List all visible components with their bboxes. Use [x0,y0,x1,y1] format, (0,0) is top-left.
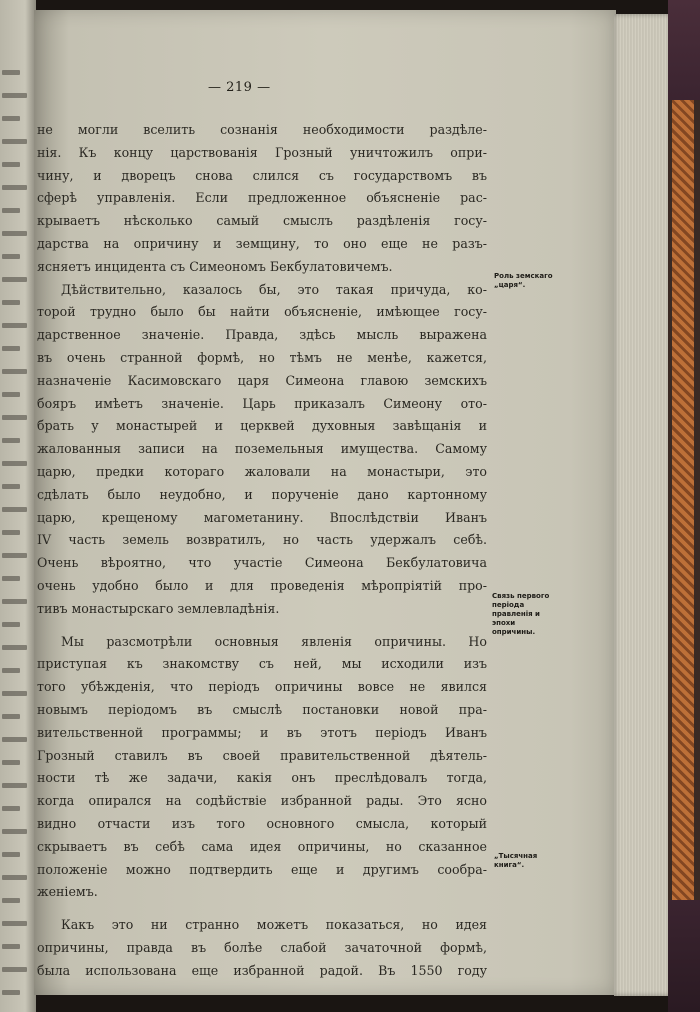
text-line: назначеніе Касимовскаго царя Симеона главою земскихъ [37,372,487,388]
text-line: бояръ имѣетъ значеніе. Царь приказалъ Симеону ото- [37,395,487,411]
text-line: сдѣлать было неудобно, и порученіе дано картонному [37,486,487,502]
text-line: ности тѣ же задачи, какія онъ преслѣдовалъ тогда, [37,770,487,786]
text-line: Какъ это ни странно можетъ показаться, но идея [61,917,487,933]
text-line: положеніе можно подтвердить еще и другимъ сообра- [37,861,487,877]
facing-page-line [2,553,27,558]
facing-page-line [2,760,20,765]
paragraph-1 [37,119,487,279]
facing-page-line [2,737,27,742]
text-line: чину, и дворецъ снова слился съ государствомъ въ [37,167,487,183]
text-line: была использована еще избранной радой. Въ 1550 году [37,962,487,978]
facing-page-line [2,277,27,282]
facing-page-line [2,714,20,719]
text-line: опричины, правда въ болѣе слабой зачаточной формѣ, [37,939,487,955]
facing-page-line [2,93,27,98]
facing-page-line [2,875,27,880]
text-line: Грозный ставилъ въ своей правительственной дѣятель- [37,747,487,763]
facing-page-line [2,323,27,328]
facing-page-line [2,415,27,420]
facing-page-line [2,369,27,374]
paragraph-2 [37,279,487,621]
text-line: сферѣ управленія. Если предложенное объясненіе рас- [37,190,487,206]
body-text [37,119,487,982]
facing-page-line [2,507,27,512]
facing-page-line [2,231,27,236]
paragraph-gap [37,621,487,631]
text-line: женіемъ. [37,884,98,900]
text-line: торой трудно было бы найти объясненіе, имѣющее госу- [37,304,487,320]
left-page-edge [0,0,36,1012]
facing-page-line [2,300,20,305]
text-line: Мы разсмотрѣли основныя явленія опричины. Но [61,633,487,649]
facing-page-line [2,185,27,190]
paragraph-3 [37,631,487,905]
facing-page-line [2,346,20,351]
text-line: вительственной программы; и въ этотъ періодъ Иванъ [37,724,487,740]
facing-page-line [2,116,20,121]
facing-page-line [2,990,20,995]
facing-page-line [2,438,20,443]
text-line: IV часть земель возвратилъ, но часть удержалъ себѣ. [37,532,487,548]
paragraph-4 [37,914,487,982]
facing-page-line [2,691,27,696]
text-line: въ очень странной формѣ, но тѣмъ не менѣе, кажется, [37,349,487,365]
facing-page-line [2,806,20,811]
cover-bottom [668,900,700,1012]
facing-page-line [2,139,27,144]
facing-page-line [2,645,27,650]
facing-page-line [2,162,20,167]
facing-page-line [2,484,20,489]
text-line: скрываетъ въ себѣ сама идея опричины, но сказанное [37,838,487,854]
text-line: брать у монастырей и церквей духовныя завѣщанія и [37,418,487,434]
text-line: жалованныя записи на поземельныя имущества. Самому [37,441,487,457]
text-line: того убѣжденія, что періодъ опричины вовсе не явился [37,679,487,695]
text-line: дарственное значеніе. Правда, здѣсь мысль выражена [37,327,487,343]
text-line: новымъ періодомъ въ смыслѣ постановки новой пра- [37,701,487,717]
page-number: — 219 — [208,80,271,95]
text-line: крываетъ нѣсколько самый смыслъ раздѣленія госу- [37,213,487,229]
cover-top [668,0,700,100]
margin-note-1: Роль земскаго „царя“. [494,272,553,289]
facing-page-line [2,829,27,834]
facing-page-line [2,576,20,581]
text-line: ясняетъ инцидента съ Симеономъ Бекбулатовичемъ. [37,258,393,274]
margin-note-3: „Тысячная книга“. [494,852,538,869]
facing-page-line [2,898,20,903]
facing-page-line [2,70,20,75]
facing-page-line [2,783,27,788]
facing-page-line [2,461,27,466]
facing-page-line [2,921,27,926]
text-line: царю, крещеному магометанину. Впослѣдствіи Иванъ [37,509,487,525]
facing-page-line [2,254,20,259]
paragraph-gap [37,904,487,914]
cover-pattern [672,100,694,900]
text-line: видно отчасти изъ того основного смысла, который [37,815,487,831]
facing-page-line [2,392,20,397]
page-edges [614,14,672,996]
facing-page-line [2,944,20,949]
facing-page-line [2,599,27,604]
text-line: нія. Къ концу царствованія Грозный уничтожилъ опри- [37,144,487,160]
facing-page-line [2,530,20,535]
facing-page-line [2,622,20,627]
text-line: приступая къ знакомству съ ней, мы исходили изъ [37,656,487,672]
facing-page-line [2,208,20,213]
text-line: царю, предки котораго жаловали на монастыри, это [37,463,487,479]
facing-page-line [2,967,27,972]
text-line: очень удобно было и для проведенія мѣропріятій про- [37,577,487,593]
text-line: когда опирался на содѣйствіе избранной рады. Это ясно [37,793,487,809]
text-line: не могли вселить сознанія необходимости раздѣле- [37,122,487,137]
facing-page-line [2,852,20,857]
text-line: Очень вѣроятно, что участіе Симеона Бекбулатовича [37,555,487,571]
text-line: Дѣйствительно, казалось бы, это такая причуда, ко- [61,281,487,297]
facing-page-line [2,668,20,673]
text-line: дарства на опричину и земщину, то оно еще не разъ- [37,235,487,251]
margin-note-2: Связь первого періода правленія и эпохи опричины. [492,592,550,636]
text-line: тивъ монастырскаго землевладѣнія. [37,600,280,616]
